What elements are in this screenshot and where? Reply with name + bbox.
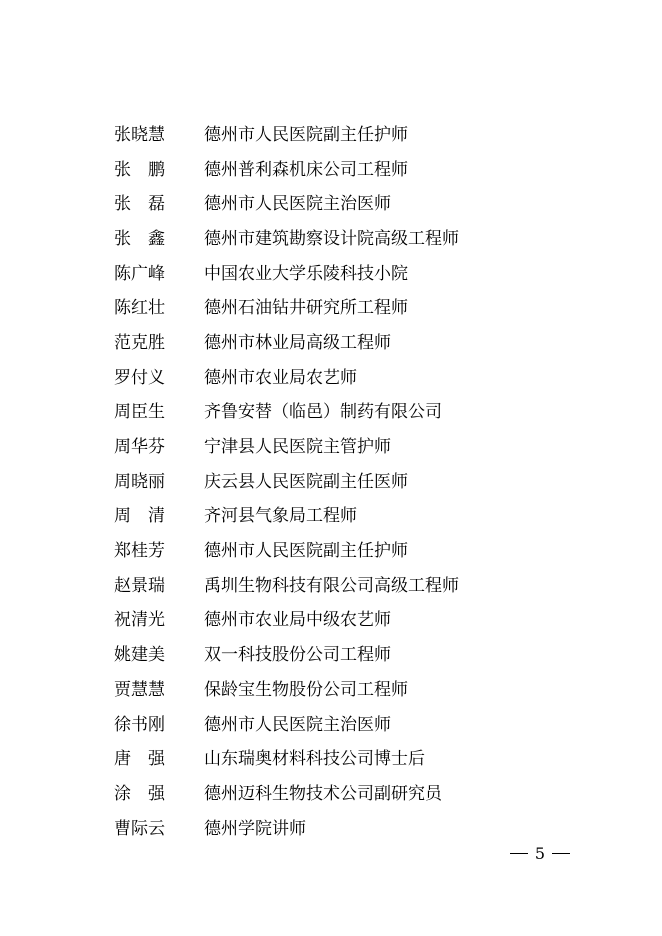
person-name: 罗付义 <box>114 367 165 388</box>
list-item <box>114 358 459 393</box>
person-name: 张晓慧 <box>114 124 165 145</box>
person-organization-title: 德州市人民医院主治医师 <box>204 714 391 735</box>
person-organization-title: 中国农业大学乐陵科技小院 <box>204 263 408 284</box>
person-name: 赵景瑞 <box>114 575 165 596</box>
person-name: 徐书刚 <box>114 714 165 735</box>
person-name: 张鑫 <box>114 228 182 249</box>
person-name: 涂强 <box>114 783 182 804</box>
person-organization-title: 保龄宝生物股份公司工程师 <box>204 679 408 700</box>
list-item <box>114 774 459 809</box>
person-name: 祝清光 <box>114 610 165 631</box>
person-organization-title: 德州学院讲师 <box>204 818 306 839</box>
list-item <box>114 739 459 774</box>
person-name: 姚建美 <box>114 645 165 666</box>
person-name: 周臣生 <box>114 402 165 423</box>
page-number-left-dash <box>510 853 528 854</box>
person-name: 周清 <box>114 506 182 527</box>
person-name: 周晓丽 <box>114 471 165 492</box>
person-name: 范克胜 <box>114 332 165 353</box>
person-organization-title: 齐河县气象局工程师 <box>204 506 357 527</box>
person-organization-title: 德州市人民医院主治医师 <box>204 194 391 215</box>
person-name: 张鹏 <box>114 159 182 180</box>
list-item <box>114 635 459 670</box>
person-organization-title: 德州市林业局高级工程师 <box>204 332 391 353</box>
page-number-value: 5 <box>534 844 545 863</box>
person-organization-title: 德州市人民医院副主任护师 <box>204 124 408 145</box>
person-organization-title: 山东瑞奥材料科技公司博士后 <box>204 749 425 770</box>
list-item <box>114 323 459 358</box>
list-item <box>114 809 459 844</box>
person-name: 曹际云 <box>114 818 165 839</box>
list-item <box>114 184 459 219</box>
list-item <box>114 427 459 462</box>
person-name: 贾慧慧 <box>114 679 165 700</box>
list-item <box>114 670 459 705</box>
person-organization-title: 德州石油钻井研究所工程师 <box>204 298 408 319</box>
person-name: 郑桂芳 <box>114 541 165 562</box>
list-item <box>114 601 459 636</box>
person-name: 张磊 <box>114 194 182 215</box>
person-organization-title: 禹圳生物科技有限公司高级工程师 <box>204 575 459 596</box>
list-item <box>114 705 459 740</box>
page-number-right-dash <box>552 853 570 854</box>
list-item <box>114 254 459 289</box>
person-organization-title: 德州市农业局中级农艺师 <box>204 610 391 631</box>
person-organization-title: 德州普利森机床公司工程师 <box>204 159 408 180</box>
list-item <box>114 219 459 254</box>
list-item <box>114 497 459 532</box>
person-organization-title: 庆云县人民医院副主任医师 <box>204 471 408 492</box>
person-organization-title: 宁津县人民医院主管护师 <box>204 437 391 458</box>
list-item <box>114 531 459 566</box>
personnel-list <box>114 115 459 843</box>
person-name: 陈广峰 <box>114 263 165 284</box>
list-item <box>114 288 459 323</box>
person-organization-title: 德州迈科生物技术公司副研究员 <box>204 783 442 804</box>
list-item <box>114 150 459 185</box>
person-name: 周华芬 <box>114 437 165 458</box>
person-name: 陈红壮 <box>114 298 165 319</box>
person-organization-title: 齐鲁安替（临邑）制药有限公司 <box>204 402 442 423</box>
person-name: 唐强 <box>114 749 182 770</box>
person-organization-title: 双一科技股份公司工程师 <box>204 645 391 666</box>
list-item <box>114 393 459 428</box>
list-item <box>114 566 459 601</box>
person-organization-title: 德州市人民医院副主任护师 <box>204 541 408 562</box>
page-number <box>510 844 570 863</box>
person-organization-title: 德州市农业局农艺师 <box>204 367 357 388</box>
list-item <box>114 462 459 497</box>
person-organization-title: 德州市建筑勘察设计院高级工程师 <box>204 228 459 249</box>
list-item <box>114 115 459 150</box>
